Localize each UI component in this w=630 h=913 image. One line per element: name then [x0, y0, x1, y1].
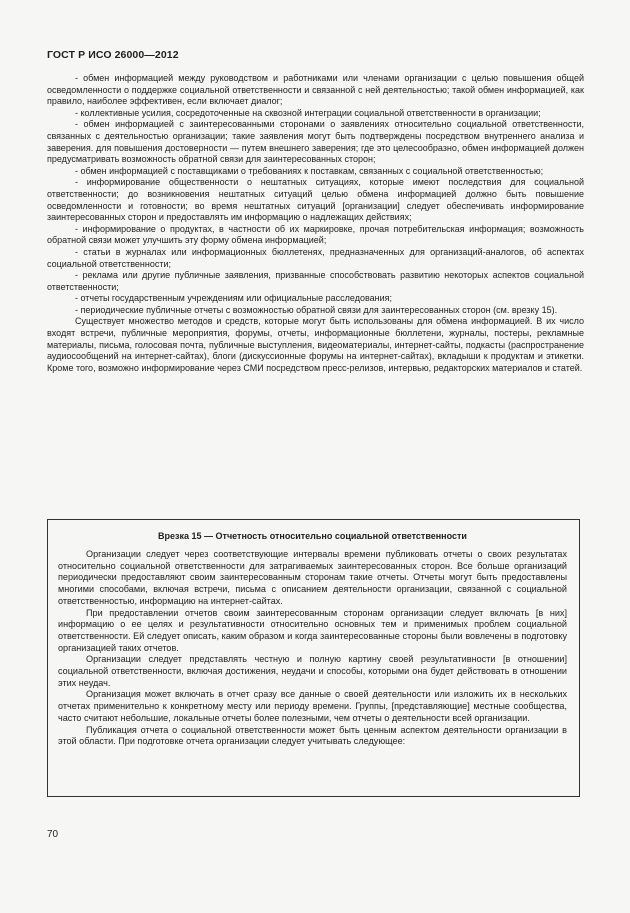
inset-box-paragraph: Организация может включать в отчет сразу все данные о своей деятельности или изложить их в нескольких отчетах применительно к конкретному месту или периоду времени. Группы, [представляющие] местные сообщества, часто считают небольшие, локальные отчеты более полезными, чем отчеты о деятельности всей организации.: [58, 689, 567, 723]
body-text: [47, 73, 584, 374]
body-paragraph: - информирование общественности о нештатных ситуациях, которые имеют последствия для социальной ответственности; до возникновения нештатных ситуаций целью обмена информацией должно быть повышение осведомленности и готовности; во время нештатных ситуаций [организации] следует обеспечивать информирование заинтересованных сторон и предоставлять им информацию о надлежащих действиях;: [47, 177, 584, 223]
inset-box-15: [47, 519, 580, 797]
inset-box-paragraph: Публикация отчета о социальной ответственности может быть ценным аспектом деятельности организации в этой области. При подготовке отчета организации следует учитывать следующее:: [58, 724, 567, 747]
inset-box-title: Врезка 15 — Отчетность относительно социальной ответственности: [158, 531, 467, 541]
inset-box-paragraph: Организации следует через соответствующие интервалы времени публиковать отчеты о своих результатах относительно социальной ответственности для затрагиваемых заинтересованных сторон. Все больше организаций периодически предоставляют своим заинтересованным сторонам такие отчеты. Отчеты могут быть предоставлены многими способами, включая встречи, письма с описанием деятельности организации, связанной с социальной ответственностью, информацию на интернет-сайтах.: [58, 549, 567, 606]
body-paragraph: - отчеты государственным учреждениям или официальные расследования;: [75, 293, 393, 304]
body-paragraph: - реклама или другие публичные заявления, призванные способствовать развитию некоторых аспектов социальной ответственности;: [47, 270, 584, 292]
body-paragraph: - коллективные усилия, сосредоточенные на сквозной интеграции социальной ответственности в организации;: [75, 107, 541, 118]
body-paragraph: - статьи в журналах или информационных бюллетенях, предназначенных для организаций-аналогов, об аспектах социальной ответственности;: [47, 246, 584, 269]
body-paragraph: - информирование о продуктах, в частности об их маркировке, прочая потребительская информация; возможность обратной связи может улучшить эту форму обмена информацией;: [47, 223, 584, 246]
page-number: 70: [47, 829, 59, 840]
inset-box-paragraph: Организации следует представлять честную и полную картину своей результативности [в отношении] социальной ответственности, включая достижения, неудачи и способы, которыми она будет действовать в отношении этих неудач.: [58, 654, 567, 688]
body-paragraph: - периодические публичные отчеты с возможностью обратной связи для заинтересованных сторон (см. врезку 15).: [75, 304, 558, 315]
document-header: ГОСТ Р ИСО 26000—2012: [47, 49, 179, 61]
body-paragraph: - обмен информацией с поставщиками о требованиях к поставкам, связанных с социальной ответственностью;: [75, 165, 544, 176]
inset-box-paragraph: При предоставлении отчетов своим заинтересованным сторонам организации следует включать [в них] информацию о ее целях и результативности относительно основных тем и применимых проблем социальной ответственности. Ей следует описать, каким образом и когда заинтересованные стороны были вовлечены в подготовку организацией таких отчетов.: [58, 607, 567, 653]
body-paragraph: Существует множество методов и средств, которые могут быть использованы для обмена информацией. В их число входят встречи, публичные мероприятия, форумы, отчеты, информационные бюллетени, журналы, постеры, рекламные материалы, письма, голосовая почта, публичные выступления, видеоматериалы, интернет-сайты, подкасты (распространение аудиосообщений на интернет-сайтах), блоги (дискуссионные форумы на интернет-сайтах), вкладыши к продуктам и этикетки. Кроме того, возможно информирование через СМИ посредством пресс-релизов, интервью, редакторских материалов и статей.: [47, 316, 584, 373]
body-paragraph: - обмен информацией между руководством и работниками или членами организации с целью повышения общей осведомленности о поддержке социальной ответственности и связанной с ней деятельностью; такой обмен информацией, как правило, наиболее эффективен, если включает диалог;: [47, 73, 584, 107]
body-paragraph: - обмен информацией с заинтересованными сторонами о заявлениях относительно социальной ответственности, связанных с деятельностью организации; такие заявления могут быть подтверждены посредством внутреннего анализа и заверения. для повышения достоверности — путем внешнего заверения; где это целесообразно, обмен информацией должен предусматривать возможность обратной связи для заинтересованных сторон;: [47, 119, 584, 165]
